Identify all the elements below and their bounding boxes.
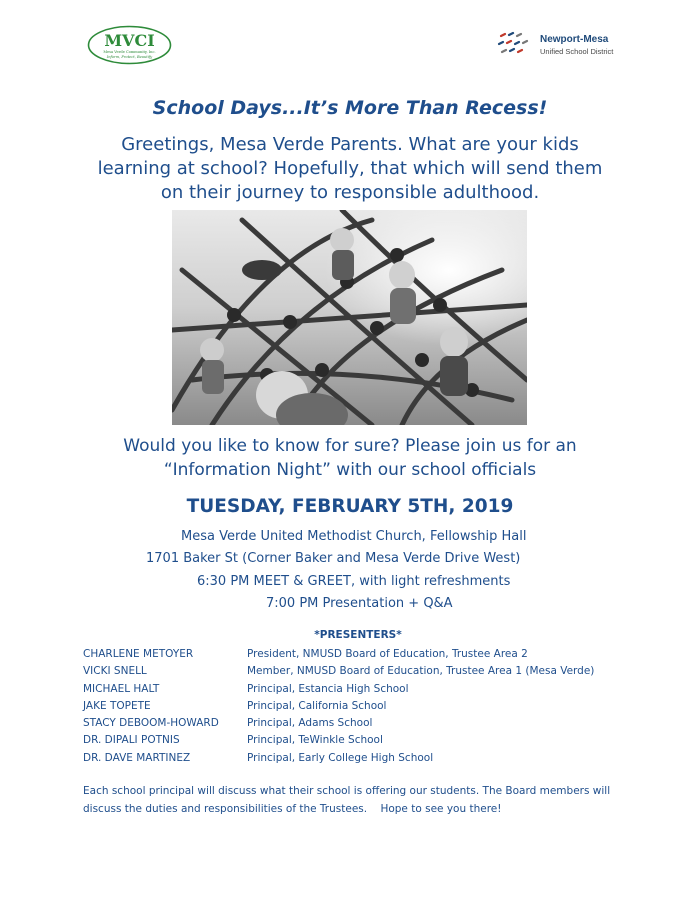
presenter-role: Member, NMUSD Board of Education, Trustee Area 1 (Mesa Verde) [247, 665, 595, 678]
nmusd-logo [496, 30, 626, 60]
presenter-row [83, 752, 643, 769]
headline: School Days...It’s More Than Recess! [152, 97, 548, 119]
presenter-name: DR. DIPALI POTNIS [83, 734, 180, 747]
presenter-row [83, 700, 643, 717]
cta-line-2: “Information Night” with our school officials [163, 460, 537, 480]
nmusd-subtitle: Unified School District [540, 47, 614, 56]
presenters-title: *PRESENTERS* [314, 629, 402, 641]
presenter-role: Principal, Estancia High School [247, 682, 409, 695]
presenter-name: MICHAEL HALT [83, 682, 160, 695]
event-venue: Mesa Verde United Methodist Church, Fellowship Hall [181, 529, 527, 544]
presenter-role: Principal, California School [247, 699, 387, 712]
intro-paragraph: Greetings, Mesa Verde Parents. What are your kids learning at school? Hopefully, that which will send them on their journey to responsible adulthood. [97, 134, 603, 203]
event-meet-greet: 6:30 PM MEET & GREET, with light refreshments [197, 574, 511, 589]
presenters-list [83, 648, 643, 769]
event-address: 1701 Baker St (Corner Baker and Mesa Verde Drive West) [146, 551, 521, 566]
event-presentation-time: 7:00 PM Presentation + Q&A [266, 596, 453, 611]
event-date: TUESDAY, FEBRUARY 5TH, 2019 [186, 496, 514, 517]
presenter-role: Principal, Adams School [247, 717, 373, 730]
presenter-name: STACY DEBOOM-HOWARD [83, 717, 219, 730]
mvci-tagline-2: Inform, Protect, Beautify [106, 55, 153, 59]
presenter-row [83, 717, 643, 734]
mvci-tagline-1: Mesa Verde Community, Inc. [103, 50, 156, 54]
closing-paragraph: Each school principal will discuss what their school is offering our students. The Board members will discuss the duties and responsibilities of the Trustees. Hope to see you there! [83, 785, 614, 815]
kids-jungle-gym-photo [172, 210, 527, 425]
call-to-action [60, 434, 640, 482]
presenter-role: Principal, Early College High School [247, 751, 434, 764]
presenter-row [83, 648, 643, 665]
presenter-row [83, 683, 643, 700]
presenter-name: DR. DAVE MARTINEZ [83, 751, 191, 764]
cta-line-1: Would you like to know for sure? Please join us for an [123, 436, 577, 456]
nmusd-name: Newport-Mesa [540, 34, 609, 45]
mvci-initials: MVCI [104, 31, 155, 50]
nmusd-mark-icon [496, 30, 536, 60]
presenter-row [83, 665, 643, 682]
presenter-role: Principal, TeWinkle School [247, 734, 383, 747]
presenter-name: VICKI SNELL [83, 665, 147, 678]
presenter-name: CHARLENE METOYER [83, 648, 194, 660]
presenter-name: JAKE TOPETE [83, 699, 151, 712]
mvci-logo [87, 25, 172, 65]
presenter-row [83, 734, 643, 751]
presenter-role: President, NMUSD Board of Education, Trustee Area 2 [247, 648, 528, 660]
